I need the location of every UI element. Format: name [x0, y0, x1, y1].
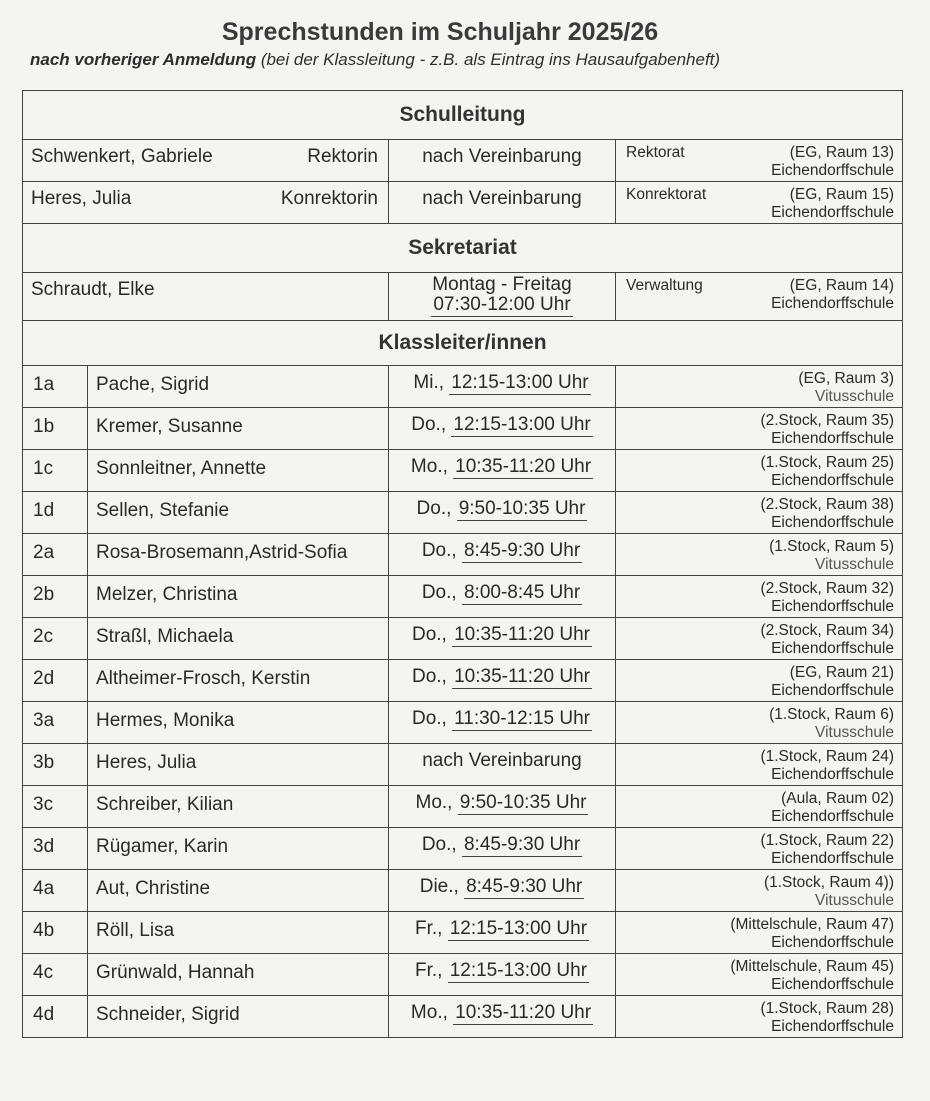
school-building: Eichendorffschule — [771, 472, 894, 489]
room-location: (2.Stock, Raum 34) — [760, 622, 894, 639]
person-role: Rektorin — [307, 146, 378, 167]
class-row — [23, 450, 903, 492]
school-building: Eichendorffschule — [771, 430, 894, 447]
teacher-name: Sonnleitner, Annette — [96, 458, 267, 479]
office-hours: 10:35-11:20 Uhr — [454, 624, 591, 645]
room-location: (1.Stock, Raum 4)) — [763, 874, 894, 891]
person-name: Schraudt, Elke — [31, 279, 155, 300]
teacher-name: Schneider, Sigrid — [96, 1004, 240, 1025]
class-row — [23, 408, 903, 450]
office-day: Do., — [411, 624, 447, 645]
class-id: 1b — [33, 416, 55, 437]
office-hours: 9:50-10:35 Uhr — [458, 498, 586, 519]
teacher-name: Rügamer, Karin — [96, 836, 229, 857]
office-day: Fr., — [414, 918, 443, 939]
leadership-row — [23, 182, 903, 224]
class-row — [23, 912, 903, 954]
office-day: Mi., — [413, 372, 444, 393]
class-id: 2a — [33, 542, 55, 563]
school-building: Eichendorffschule — [771, 850, 894, 867]
room-location: (Aula, Raum 02) — [781, 790, 894, 807]
section-heading-klassleiter: Klassleiter/innen — [23, 321, 903, 366]
person-name: Schwenkert, Gabriele — [31, 146, 213, 167]
room-location: (2.Stock, Raum 32) — [760, 580, 894, 597]
school-building: Eichendorffschule — [771, 162, 894, 179]
teacher-name: Grünwald, Hannah — [96, 962, 255, 983]
school-building: Eichendorffschule — [771, 976, 894, 993]
room-location: (1.Stock, Raum 28) — [760, 1000, 894, 1017]
office-hours: nach Vereinbarung — [422, 146, 582, 167]
school-building: Eichendorffschule — [771, 514, 894, 531]
office-hours: 12:15-13:00 Uhr — [449, 918, 588, 939]
class-row — [23, 702, 903, 744]
office-label: Rektorat — [626, 144, 685, 161]
office-hours: nach Vereinbarung — [422, 188, 582, 209]
room-location: (EG, Raum 3) — [798, 370, 894, 387]
room-location: (1.Stock, Raum 24) — [760, 748, 894, 765]
teacher-name: Rosa-Brosemann,Astrid-Sofia — [96, 542, 348, 563]
office-day: Do., — [421, 834, 457, 855]
class-id: 4c — [33, 962, 54, 983]
leadership-row — [23, 140, 903, 182]
class-row — [23, 534, 903, 576]
class-row — [23, 786, 903, 828]
class-id: 2b — [33, 584, 55, 605]
office-hours: 8:00-8:45 Uhr — [463, 582, 581, 603]
office-day: Mo., — [410, 1002, 448, 1023]
school-building: Vitusschule — [815, 892, 894, 909]
office-label: Verwaltung — [626, 277, 703, 294]
teacher-name: Pache, Sigrid — [96, 374, 210, 395]
school-building: Vitusschule — [815, 556, 894, 573]
teacher-name: Straßl, Michaela — [96, 626, 234, 647]
class-id: 3c — [33, 794, 54, 815]
office-day: Fr., — [414, 960, 443, 981]
office-hours: 11:30-12:15 Uhr — [454, 708, 591, 729]
secretary-row — [23, 273, 903, 321]
office-day: Mo., — [410, 456, 448, 477]
class-row — [23, 870, 903, 912]
office-hours: 8:45-9:30 Uhr — [463, 834, 581, 855]
school-building: Eichendorffschule — [771, 682, 894, 699]
class-id: 3b — [33, 752, 55, 773]
school-building: Eichendorffschule — [771, 598, 894, 615]
person-name: Heres, Julia — [31, 188, 132, 209]
office-day: Do., — [411, 666, 447, 687]
section-heading-schulleitung: Schulleitung — [23, 91, 903, 140]
person-role: Konrektorin — [280, 188, 378, 209]
school-building: Eichendorffschule — [771, 808, 894, 825]
class-id: 3a — [33, 710, 55, 731]
class-id: 2c — [33, 626, 54, 647]
room-location: (EG, Raum 13) — [789, 144, 894, 161]
office-day: Die., — [419, 876, 459, 897]
class-id: 1a — [33, 374, 55, 395]
room-location: (EG, Raum 21) — [789, 664, 894, 681]
school-building: Vitusschule — [815, 724, 894, 741]
office-hours: 8:45-9:30 Uhr — [466, 876, 583, 897]
room-location: (EG, Raum 15) — [789, 186, 894, 203]
class-row — [23, 576, 903, 618]
class-row — [23, 744, 903, 786]
office-hours: 07:30-12:00 Uhr — [433, 294, 571, 315]
class-row — [23, 954, 903, 996]
teacher-name: Aut, Christine — [96, 878, 211, 899]
office-day: Do., — [411, 708, 447, 729]
office-hours: 12:15-13:00 Uhr — [451, 372, 589, 393]
school-building: Eichendorffschule — [771, 1018, 894, 1035]
teacher-name: Röll, Lisa — [96, 920, 175, 941]
office-label: Konrektorat — [626, 186, 707, 203]
class-id: 4a — [33, 878, 55, 899]
subtitle-note: (bei der Klassleitung - z.B. als Eintrag ins Hausaufgabenheft) — [260, 50, 721, 69]
teacher-name: Schreiber, Kilian — [96, 794, 234, 815]
page-title: Sprechstunden im Schuljahr 2025/26 — [221, 18, 659, 46]
room-location: (EG, Raum 14) — [789, 277, 894, 294]
teacher-name: Melzer, Christina — [96, 584, 238, 605]
teacher-name: Altheimer-Frosch, Kerstin — [96, 668, 311, 689]
page-subtitle — [30, 50, 910, 70]
office-hours: 9:50-10:35 Uhr — [459, 792, 587, 813]
class-row — [23, 660, 903, 702]
class-row — [23, 996, 903, 1038]
office-hours: 10:35-11:20 Uhr — [454, 666, 591, 687]
class-row — [23, 618, 903, 660]
room-location: (Mittelschule, Raum 47) — [730, 916, 894, 933]
school-building: Eichendorffschule — [771, 640, 894, 657]
school-building: Eichendorffschule — [771, 766, 894, 783]
office-hours: 12:15-13:00 Uhr — [449, 960, 588, 981]
office-day: Do., — [411, 414, 447, 435]
class-id: 3d — [33, 836, 55, 857]
section-heading-sekretariat: Sekretariat — [23, 224, 903, 273]
office-hours-table — [22, 90, 903, 1038]
class-id: 1c — [33, 458, 54, 479]
school-building: Eichendorffschule — [771, 295, 894, 312]
office-hours: nach Vereinbarung — [422, 750, 582, 771]
office-hours: 10:35-11:20 Uhr — [455, 1002, 592, 1023]
office-day: Mo., — [415, 792, 453, 813]
school-building: Eichendorffschule — [771, 204, 894, 221]
class-id: 4b — [33, 920, 55, 941]
office-hours: 8:45-9:30 Uhr — [463, 540, 581, 561]
room-location: (2.Stock, Raum 35) — [760, 412, 894, 429]
class-id: 4d — [33, 1004, 55, 1025]
class-id: 1d — [33, 500, 55, 521]
room-location: (1.Stock, Raum 5) — [769, 538, 894, 555]
school-building: Eichendorffschule — [771, 934, 894, 951]
office-days: Montag - Freitag — [432, 274, 572, 295]
office-hours: 12:15-13:00 Uhr — [453, 414, 591, 435]
teacher-name: Kremer, Susanne — [96, 416, 243, 437]
class-id: 2d — [33, 668, 55, 689]
room-location: (Mittelschule, Raum 45) — [730, 958, 894, 975]
teacher-name: Sellen, Stefanie — [96, 500, 230, 521]
office-day: Do., — [421, 540, 457, 561]
room-location: (1.Stock, Raum 6) — [769, 706, 894, 723]
class-row — [23, 366, 903, 408]
room-location: (2.Stock, Raum 38) — [760, 496, 894, 513]
office-hours: 10:35-11:20 Uhr — [455, 456, 592, 477]
class-row — [23, 828, 903, 870]
teacher-name: Heres, Julia — [96, 752, 197, 773]
office-day: Do., — [416, 498, 452, 519]
school-building: Vitusschule — [815, 388, 894, 405]
room-location: (1.Stock, Raum 25) — [760, 454, 894, 471]
subtitle-emphasis: nach vorheriger Anmeldung — [30, 50, 257, 69]
room-location: (1.Stock, Raum 22) — [760, 832, 894, 849]
class-row — [23, 492, 903, 534]
teacher-name: Hermes, Monika — [96, 710, 235, 731]
office-day: Do., — [421, 582, 457, 603]
